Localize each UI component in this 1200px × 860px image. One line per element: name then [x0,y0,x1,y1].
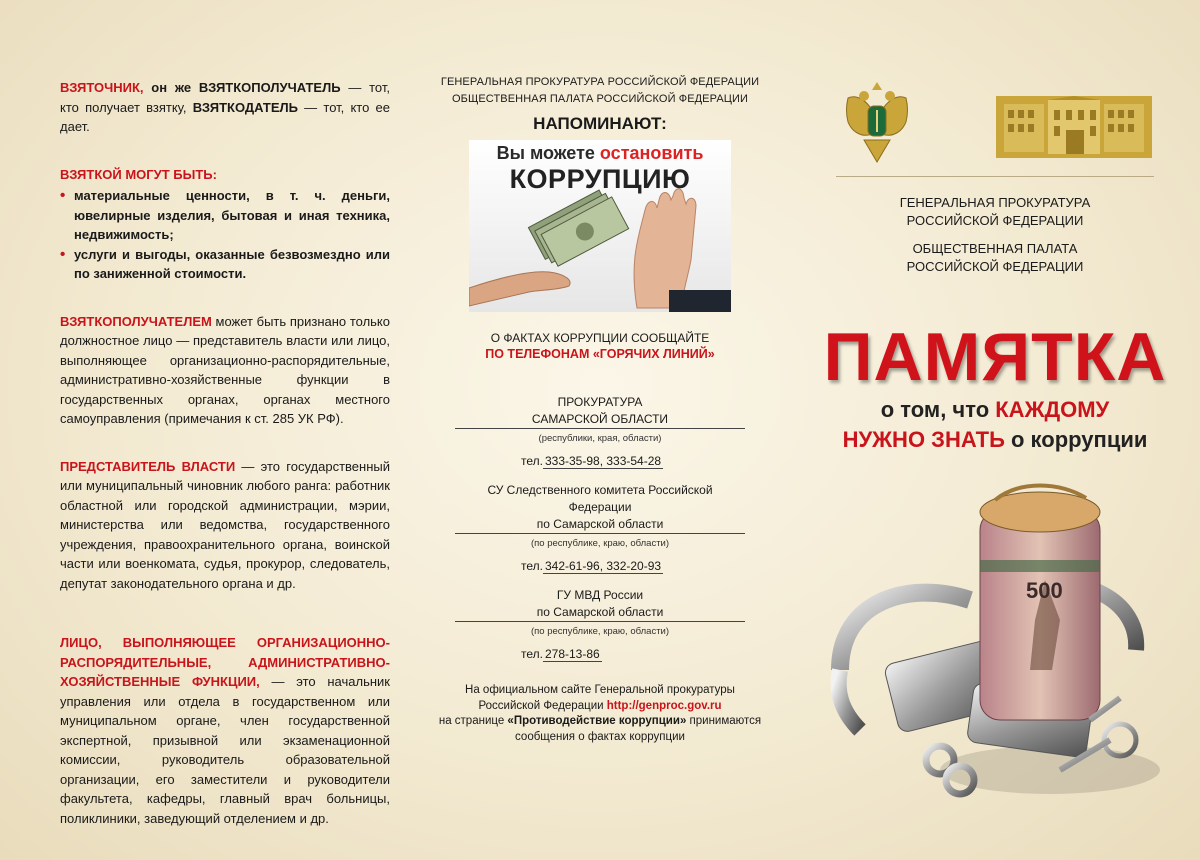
org-prosecutor: ГЕНЕРАЛЬНАЯ ПРОКУРАТУРА РОССИЙСКОЙ ФЕДЕРАЦИИ [440,76,760,88]
photo-caption-line2: КОРРУПЦИЮ [509,164,691,194]
footer-text: принимаются [686,715,762,727]
text-part: — тот, кто получает взятку, [60,80,390,115]
subtitle-highlight: КАЖДОМУ [995,397,1110,422]
right-column [820,0,1170,860]
contact-investigative-committee [455,482,745,573]
footer-line [430,714,770,730]
bribe-kinds-heading: ВЗЯТКОЙ МОГУТ БЫТЬ: [60,166,217,182]
remind-heading: НАПОМИНАЮТ: [533,114,667,133]
term-bribe-giver: ВЗЯТКОДАТЕЛЬ [192,99,298,115]
footer-text: Российской Федерации [478,699,607,712]
middle-column [430,74,770,745]
contact-name: ПРОКУРАТУРА [557,395,643,409]
phone-number[interactable]: 278-13-86 [544,647,600,661]
website-note [430,683,770,745]
term-admin-person: ЛИЦО, ВЫПОЛНЯЮЩЕЕ ОРГАНИЗАЦИОННО-РАСПОРЯДИТЕЛЬНЫЕ, АДМИНИСТРАТИВНО-ХОЗЯЙСТВЕННЫЕ ФУНКЦИИ, [60,635,390,689]
bribe-kinds-list [60,186,390,284]
footer-line [430,699,770,715]
public-chamber-building-icon [996,96,1152,158]
money-hand-photo [469,140,731,312]
list-item: • услуги и выгоды, оказанные безвозмездно или по заниженной стоимости. [74,245,390,284]
spacer [820,230,1170,240]
photo-caption-line1 [469,143,731,164]
report-block [430,330,770,362]
text-part: — это начальник управления или отдела в государственном или муниципальном органе, член государственной экспертной, призывной или экзаменационной комиссии, руководитель образовательной организации, его заместители и руководители факультета, кафедры, главный врач больницы, поликлиники, заведующий отделением и др. [60,674,390,826]
handcuffs-money-photo [820,470,1170,830]
org-name: ОБЩЕСТВЕННАЯ ПАЛАТА [912,241,1078,256]
report-line: О ФАКТАХ КОРРУПЦИИ СООБЩАЙТЕ [490,331,710,345]
contact-name: СУ Следственного комитета Российской Федерации [487,483,713,514]
footer-line: сообщения о фактах коррупции [515,730,685,743]
website-link[interactable]: http://genproc.gov.ru [606,699,722,712]
text-part: — тот, кто ее дает. [60,99,391,134]
phone-number[interactable]: 333-35-98, 333-54-28 [544,454,662,468]
contact-hint: (республики, края, области) [538,433,662,444]
list-item: • материальные ценности, в т. ч. деньги, ювелирные изделия, бытовая и иная техника, недвижимость; [74,186,390,245]
org-name: ГЕНЕРАЛЬНАЯ ПРОКУРАТУРА [899,195,1091,210]
banknote-value: 500 [1026,578,1063,603]
contact-phone [455,559,745,573]
left-column [60,78,390,856]
term-bribe-receiver-official: ВЗЯТКОПОЛУЧАТЕЛЕМ [60,313,212,329]
right-orgs [820,194,1170,276]
tel-label: тел. [521,454,543,468]
phone-number[interactable]: 342-61-96, 332-20-93 [544,559,662,573]
contact-police [455,587,745,661]
prosecutor-emblem-icon [842,78,912,166]
text-part: — это государственный или муниципальный чиновник любого ранга: работник областной или городской администрации, мэрии, министерства или ведомства, государственного учреждения, правоохранительного органа, воинской части или военкомата, судья, прокурор, следователь, депутат законодательного органа и др. [60,458,390,591]
org-name: РОССИЙСКОЙ ФЕДЕРАЦИИ [906,259,1084,274]
caption-part: Вы можете [496,143,600,163]
term-bribe-taker: ВЗЯТОЧНИК, [60,80,144,95]
contact-name-line: САМАРСКОЙ ОБЛАСТИ [455,411,745,429]
caption-highlight: остановить [599,143,704,163]
contact-name-line: по Самарской области [455,604,745,622]
contact-hint: (по республике, краю, области) [530,538,670,549]
definition-bribe-taker [60,78,390,137]
subtitle-part: о том, что [880,397,996,422]
contact-phone [455,454,745,468]
footer-line: На официальном сайте Генеральной прокуратуры [465,684,735,696]
footer-text: на странице [438,715,508,727]
tel-label: тел. [521,559,543,573]
subtitle-line2 [820,426,1170,454]
page-title: ПАМЯТКА [823,319,1167,395]
definition-official [60,312,390,429]
org-name: РОССИЙСКОЙ ФЕДЕРАЦИИ [906,213,1084,228]
hotline-heading: ПО ТЕЛЕФОНАМ «ГОРЯЧИХ ЛИНИЙ» [485,347,715,361]
subtitle-line1 [820,396,1170,424]
subtitle-highlight: НУЖНО ЗНАТЬ [842,427,1005,452]
text-part: он же [143,80,199,95]
anticorruption-page-name: «Противодействие коррупции» [507,715,687,727]
term-bribe-receiver: ВЗЯТКОПОЛУЧАТЕЛЬ [198,80,341,95]
contact-prosecutor [455,394,745,468]
subtitle-part: о коррупции [1004,427,1148,452]
contact-hint: (по республике, краю, области) [530,626,670,637]
definition-admin-person [60,633,390,828]
text-part: может быть признано только должностное лицо — представитель власти или лицо, выполняющее организационно-распорядительные, административно-хозяйственные функции в государственных органах, органах местного самоуправления (примечания к ст. 285 УК РФ). [60,313,390,426]
org-public-chamber: ОБЩЕСТВЕННАЯ ПАЛАТА РОССИЙСКОЙ ФЕДЕРАЦИИ [451,93,749,105]
contact-name: ГУ МВД России [556,588,644,602]
term-authority-representative: ПРЕДСТАВИТЕЛЬ ВЛАСТИ [60,458,236,474]
bribe-kinds [60,165,390,284]
contact-phone [455,647,745,661]
tel-label: тел. [521,647,543,661]
definition-authority [60,457,390,594]
divider [836,176,1154,177]
contact-name-line: по Самарской области [455,516,745,534]
